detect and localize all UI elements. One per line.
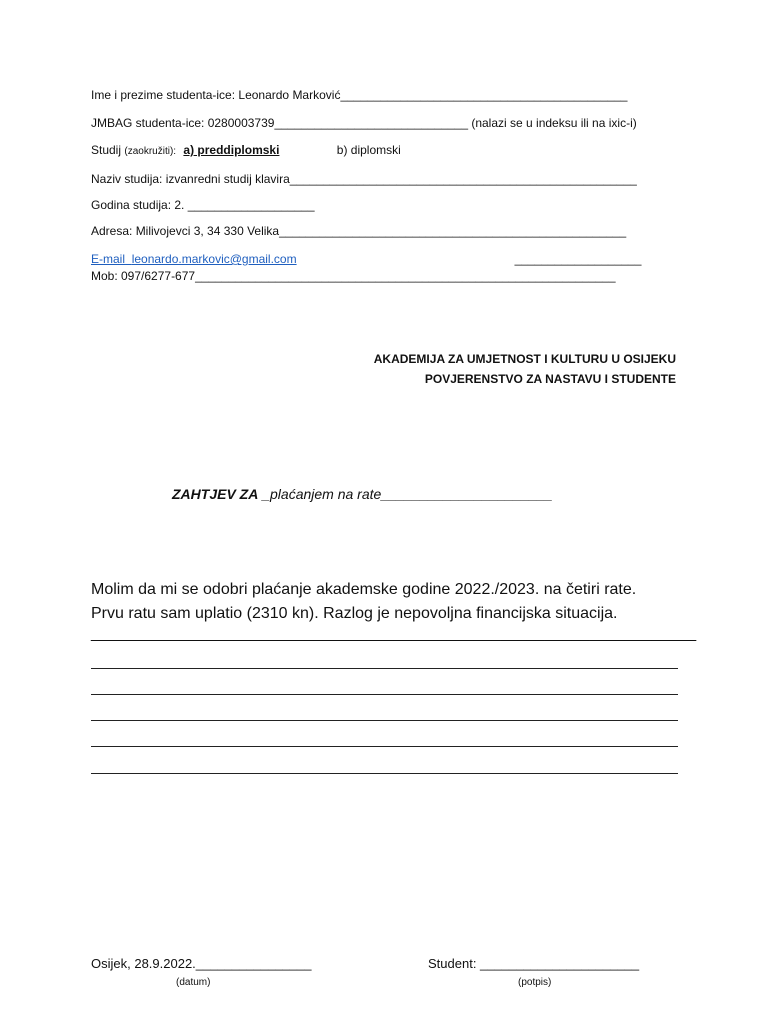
email-link[interactable] bbox=[91, 252, 515, 266]
studij-line bbox=[91, 143, 401, 159]
studij-hint: (zaokružiti): bbox=[124, 146, 177, 157]
studij-label: Studij bbox=[91, 143, 122, 157]
email-line bbox=[91, 252, 641, 266]
studij-option-b: b) diplomski bbox=[336, 143, 401, 157]
writing-line bbox=[91, 694, 678, 695]
godina-studija-line: Godina studija: 2. ___________________ bbox=[91, 198, 315, 212]
student-signature-line: Student: ______________________ bbox=[428, 956, 640, 971]
request-title-body: _plaćanjem na rate______________________ bbox=[262, 486, 553, 502]
request-title-prefix: ZAHTJEV ZA bbox=[172, 486, 259, 502]
body-line-3: ____________________________________________________________________ bbox=[91, 625, 697, 642]
request-title bbox=[172, 486, 553, 502]
writing-line bbox=[91, 720, 678, 721]
date-caption: (datum) bbox=[176, 977, 211, 988]
writing-line bbox=[91, 746, 678, 747]
writing-line bbox=[91, 773, 678, 774]
institution-committee: POVJERENSTVO ZA NASTAVU I STUDENTE bbox=[424, 372, 676, 386]
studij-option-a: a) preddiplomski bbox=[183, 143, 280, 157]
student-name-line: Ime i prezime studenta-ice: Leonardo Marković___________________________________________ bbox=[91, 88, 628, 102]
jmbag-line: JMBAG studenta-ice: 0280003739_____________________________ (nalazi se u indeksu ili na ixic-i) bbox=[91, 116, 637, 130]
institution-name: AKADEMIJA ZA UMJETNOST I KULTURU U OSIJEKU bbox=[373, 352, 676, 366]
naziv-studija-line: Naziv studija: izvanredni studij klavira____________________________________________________ bbox=[91, 172, 637, 186]
email-label: E-mail bbox=[91, 252, 126, 266]
mob-line: Mob: 097/6277-677_______________________________________________________________ bbox=[91, 269, 616, 283]
email-value: leonardo.markovic@gmail.com bbox=[131, 252, 297, 266]
writing-line bbox=[91, 668, 678, 669]
email-tail: ___________________ bbox=[514, 252, 642, 266]
body-line-1: Molim da mi se odobri plaćanje akademske godine 2022./2023. na četiri rate. bbox=[91, 581, 637, 598]
body-line-2: Prvu ratu sam uplatio (2310 kn). Razlog je nepovoljna financijska situacija. bbox=[91, 605, 618, 622]
signature-caption: (potpis) bbox=[518, 977, 552, 988]
place-date: Osijek, 28.9.2022.________________ bbox=[91, 956, 312, 971]
adresa-line: Adresa: Milivojevci 3, 34 330 Velika____________________________________________________ bbox=[91, 224, 627, 238]
